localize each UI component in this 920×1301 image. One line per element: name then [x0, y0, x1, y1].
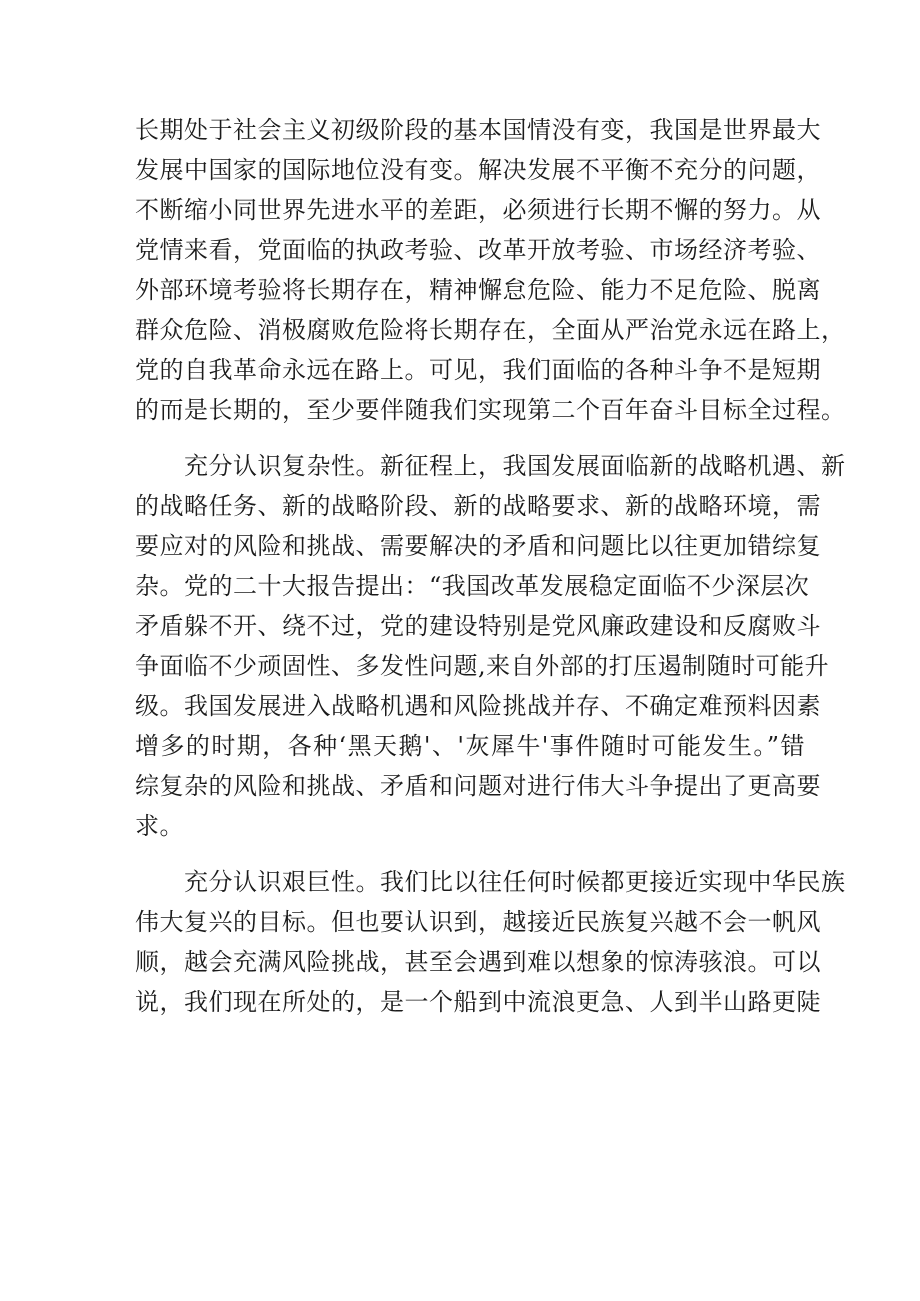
text-line: 矛盾躲不开、绕不过，党的建设特别是党风廉政建设和反腐败斗	[135, 612, 821, 640]
text-line: 的而是长期的，至少要伴随我们实现第二个百年奋斗目标全过程。	[135, 396, 846, 424]
paragraph-2	[135, 446, 846, 846]
text-line: 的战略任务、新的战略阶段、新的战略要求、新的战略环境，需	[135, 492, 821, 520]
text-line: 长期处于社会主义初级阶段的基本国情没有变，我国是世界最大	[135, 116, 821, 144]
text-line: 党的自我革命永远在路上。可见，我们面临的各种斗争不是短期	[135, 356, 821, 384]
text-line: 增多的时期，各种‘黑天鹅'、'灰犀牛'事件随时可能发生。”错	[135, 732, 805, 760]
text-line: 求。	[135, 812, 184, 840]
text-line: 充分认识艰巨性。我们比以往任何时候都更接近实现中华民族	[135, 868, 846, 896]
text-line: 党情来看，党面临的执政考验、改革开放考验、市场经济考验、	[135, 236, 821, 264]
text-line: 伟大复兴的目标。但也要认识到，越接近民族复兴越不会一帆风	[135, 908, 821, 936]
text-line: 说，我们现在所处的，是一个船到中流浪更急、人到半山路更陡	[135, 988, 821, 1016]
document-body	[135, 110, 846, 1022]
text-line: 群众危险、消极腐败危险将长期存在，全面从严治党永远在路上，	[135, 316, 846, 344]
text-line: 充分认识复杂性。新征程上，我国发展面临新的战略机遇、新	[135, 452, 846, 480]
text-line: 不断缩小同世界先进水平的差距，必须进行长期不懈的努力。从	[135, 196, 821, 224]
text-line: 外部环境考验将长期存在，精神懈怠危险、能力不足危险、脱离	[135, 276, 821, 304]
text-line: 级。我国发展进入战略机遇和风险挑战并存、不确定难预料因素	[135, 692, 821, 720]
text-line: 要应对的风险和挑战、需要解决的矛盾和问题比以往更加错综复	[135, 532, 821, 560]
text-line: 争面临不少顽固性、多发性问题,来自外部的打压遏制随时可能升	[135, 652, 830, 680]
text-line: 杂。党的二十大报告提出：“我国改革发展稳定面临不少深层次	[135, 572, 810, 600]
text-line: 发展中国家的国际地位没有变。解决发展不平衡不充分的问题，	[135, 156, 821, 184]
text-line: 综复杂的风险和挑战、矛盾和问题对进行伟大斗争提出了更高要	[135, 772, 821, 800]
text-line: 顺，越会充满风险挑战，甚至会遇到难以想象的惊涛骇浪。可以	[135, 948, 821, 976]
paragraph-3	[135, 862, 846, 1022]
paragraph-1	[135, 110, 846, 430]
